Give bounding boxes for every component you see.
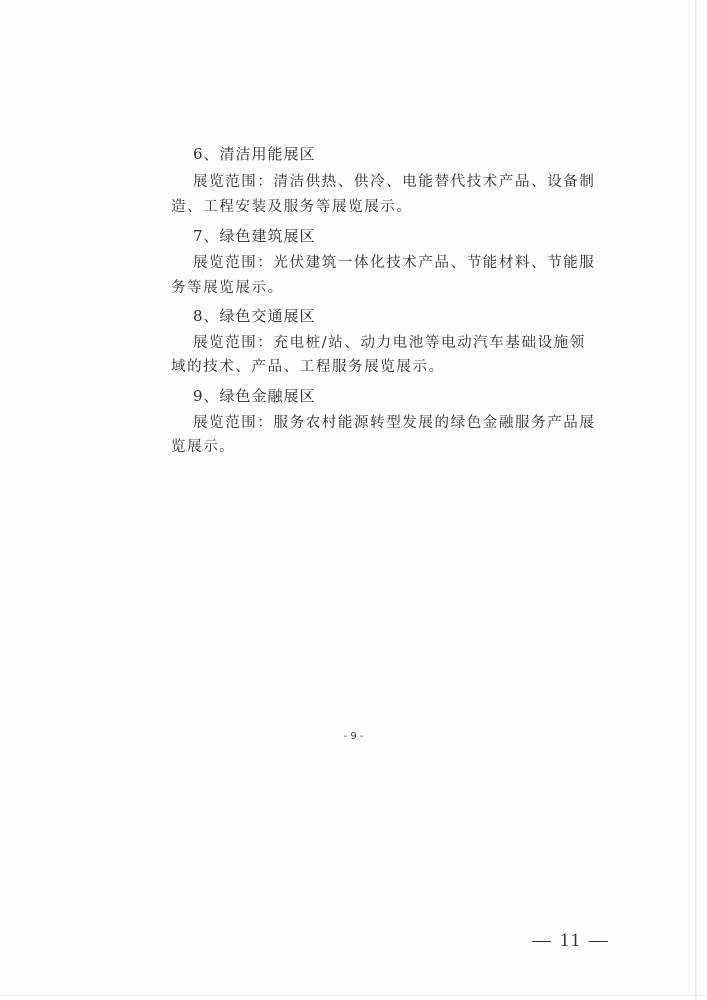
section-title-clean-energy: 6、清洁用能展区	[193, 145, 316, 163]
section-text-line: 域的技术、产品、工程服务展览展示。	[171, 359, 445, 375]
page-right-edge	[695, 0, 697, 1000]
section-title-green-building: 7、绿色建筑展区	[193, 227, 316, 245]
section-text-line: 展览范围：清洁供热、供冷、电能替代技术产品、设备制	[193, 174, 596, 190]
section-text-line: 览展示。	[171, 439, 236, 455]
section-title-green-transport: 8、绿色交通展区	[193, 307, 316, 325]
section-text-line: 展览范围：服务农村能源转型发展的绿色金融服务产品展	[193, 415, 596, 431]
section-text-line: 造、工程安装及服务等展览展示。	[171, 199, 413, 215]
outer-page-number: — 11 —	[532, 930, 610, 951]
section-text-line: 务等展览展示。	[171, 280, 284, 296]
section-title-green-finance: 9、绿色金融展区	[193, 387, 316, 405]
section-text-line: 展览范围：充电桩/站、动力电池等电动汽车基础设施领	[193, 335, 586, 351]
inner-page-number: - 9 -	[343, 731, 364, 742]
page-bottom-edge	[0, 995, 707, 996]
section-text-line: 展览范围：光伏建筑一体化技术产品、节能材料、节能服	[193, 255, 596, 271]
